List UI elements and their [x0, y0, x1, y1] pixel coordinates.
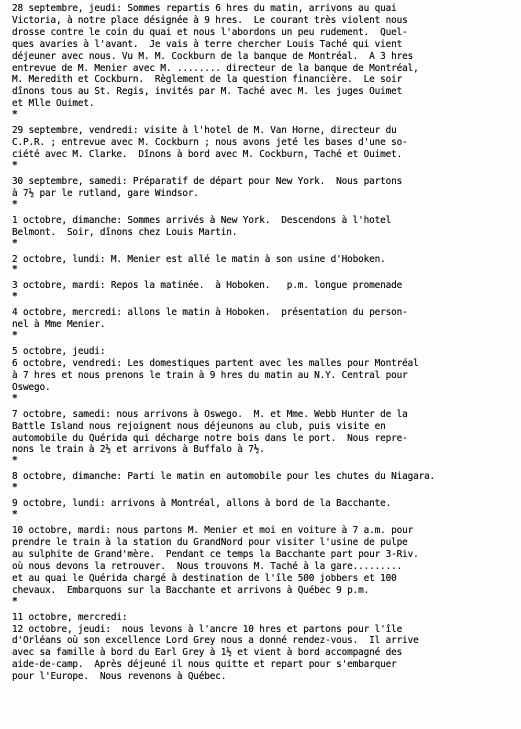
entry-separator-mark: *	[12, 264, 18, 276]
entry-line: Battle Island nous rejoignent nous déjeunons au club, puis visite en	[12, 420, 386, 432]
entry-line: 28 septembre, jeudi: Sommes repartis 6 hres du matin, arrivons au quai	[12, 3, 397, 14]
entry-line: chevaux. Embarquons sur la Bacchante et arrivons à Québec 9 p.m.	[12, 584, 370, 596]
entry-separator-mark: *	[12, 482, 18, 494]
entry-line: 30 septembre, samedi: Préparatif de départ pour New York. Nous partons	[12, 175, 403, 187]
entry-line: nel à Mme Menier.	[12, 319, 106, 331]
entry-line: 7 octobre, samedi: nous arrivons à Oswego. M. et Mme. Webb Hunter de la	[12, 408, 408, 420]
entry-line: 12 octobre, jeudi: nous levons à l'ancre 10 hres et partons pour l'île	[12, 623, 403, 635]
entry-line: 8 octobre, dimanche: Parti le matin en automobile pour les chutes du Niagara.	[12, 471, 436, 483]
entry-separator-mark: *	[12, 330, 18, 342]
entry-separator-mark: *	[12, 392, 18, 404]
diary-entry	[12, 612, 513, 683]
entry-separator-mark: *	[12, 109, 18, 121]
entry-line: dînons tous au St. Regis, invités par M. Taché avec M. les juges Ouimet	[12, 86, 403, 98]
entry-line: Victoria, à notre place désignée à 9 hres. Le courant très violent nous	[12, 14, 408, 26]
diary-entry	[12, 280, 513, 301]
entry-line: automobile du Quérida qui décharge notre bois dans le port. Nous repre-	[12, 432, 408, 444]
entry-line: et au quai le Quérida chargé à destination de l'île 500 jobbers et 100	[12, 572, 397, 584]
entry-line: ciété avec M. Clarke. Dînons à bord avec M. Cockburn, Taché et Ouimet.	[12, 148, 403, 160]
entry-line: C.P.R. ; entrevue avec M. Cockburn ; nous avons jeté les bases d'une so-	[12, 137, 408, 149]
entry-separator-mark: *	[12, 198, 18, 210]
entry-line: nons le train à 2½ et arrivons à Buffalo à 7½.	[12, 444, 265, 456]
entry-separator-mark: *	[12, 595, 18, 607]
entry-line: où nous devons la retrouver. Nous trouvons M. Taché à la gare.........	[12, 560, 403, 572]
diary-entry	[12, 254, 513, 275]
entry-line: aide-de-camp. Après déjeuné il nous quitte et repart pour s'embarquer	[12, 659, 397, 671]
entry-line: 6 octobre, vendredi: Les domestiques partent avec les malles pour Montréal	[12, 358, 419, 370]
entry-separator-mark: *	[12, 237, 18, 249]
entry-line: et Mlle Ouimet.	[12, 98, 95, 110]
entry-line: 5 octobre, jeudi:	[12, 346, 106, 358]
entry-line: M. Meredith et Cockburn. Règlement de la question financière. Le soir	[12, 74, 403, 86]
diary-entry	[12, 409, 513, 466]
entry-line: déjeuner avec nous. Vu M. M. Cockburn de la banque de Montréal. A 3 hres	[12, 50, 414, 62]
diary-entry	[12, 498, 513, 519]
entry-line: entrevue de M. Menier avec M. ........ directeur de la banque de Montréal,	[12, 62, 419, 74]
entry-line: 3 octobre, mardi: Repos la matinée. à Hoboken. p.m. longue promenade	[12, 280, 403, 292]
entry-line: prendre le train à la station du GrandNord pour visiter l'usine de pulpe	[12, 537, 408, 549]
entry-line: avec sa famille à bord du Earl Grey à 1½ et vient à bord accompagné des	[12, 647, 403, 659]
entry-line: à 7 hres et nous prenons le train à 9 hres du matin au N.Y. Central pour	[12, 369, 408, 381]
diary-entry	[12, 525, 513, 605]
entry-line: 1 octobre, dimanche: Sommes arrivés à New York. Descendons à l'hotel	[12, 214, 392, 226]
entry-separator-mark: *	[12, 509, 18, 521]
diary-entry	[12, 307, 513, 340]
entry-line: 11 octobre, mercredi:	[12, 611, 128, 623]
entry-line: au sulphite de Grand'mère. Pendant ce temps la Bacchante part pour 3-Riv.	[12, 549, 419, 560]
entry-line: 10 octobre, mardi: nous partons M. Menier et moi en voiture à 7 a.m. pour	[12, 525, 414, 537]
entry-line: 9 octobre, lundi: arrivons à Montréal, allons à bord de la Bacchante.	[12, 498, 392, 510]
entry-separator-mark: *	[12, 291, 18, 303]
entry-line: ques avaries à l'avant. Je vais à terre chercher Louis Taché qui vient	[12, 38, 403, 50]
entry-line: pour l'Europe. Nous revenons à Québec.	[12, 671, 227, 683]
entry-line: à 7½ par le rutland, gare Windsor.	[12, 187, 199, 199]
entry-line: drosse contre le coin du quai et nous l'abordons un peu rudement. Quel-	[12, 26, 408, 38]
entry-line: d'Orléans où son excellence Lord Grey nous a donné rendez-vous. Il arrive	[12, 635, 419, 647]
entry-separator-mark: *	[12, 159, 18, 171]
entry-line: Oswego.	[12, 381, 51, 393]
entry-line: 2 octobre, lundi: M. Menier est allé le matin à son usine d'Hoboken.	[12, 253, 386, 265]
diary-entry	[12, 3, 513, 119]
entry-line: 4 octobre, mercredi: allons le matin à Hoboken. présentation du person-	[12, 307, 408, 319]
entry-line: 29 septembre, vendredi: visite à l'hotel de M. Van Horne, directeur du	[12, 125, 397, 137]
diary-entry	[12, 215, 513, 248]
entry-line: Belmont. Soir, dînons chez Louis Martin.	[12, 226, 238, 238]
diary-entry	[12, 471, 513, 492]
diary-entry	[12, 176, 513, 209]
entry-separator-mark: *	[12, 455, 18, 467]
diary-entry	[12, 125, 513, 170]
diary-entry	[12, 346, 513, 403]
